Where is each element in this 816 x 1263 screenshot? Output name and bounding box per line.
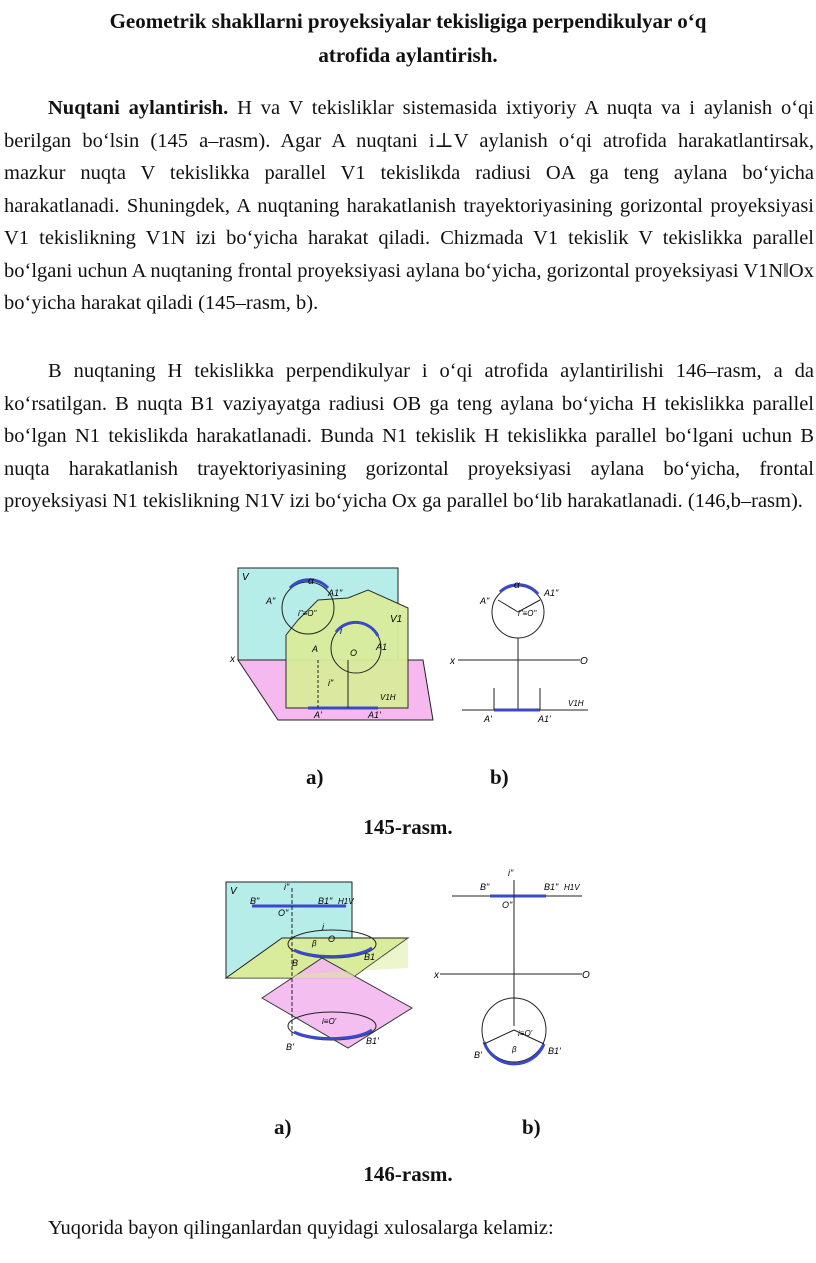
fig146a-label-B1: B1 <box>364 952 376 962</box>
fig145b-label-A3: A' <box>484 714 492 724</box>
fig145a-label-A13: A1' <box>368 710 381 720</box>
fig145a-label-V1: V1 <box>390 614 403 625</box>
fig146a-label-O: O <box>328 934 336 944</box>
figure-145a-diagram <box>228 560 448 725</box>
fig146a-label-i3O3: i≡O' <box>322 1017 337 1026</box>
fig146b-label-B13: B1' <box>548 1046 561 1056</box>
fig146-sub-a: a) <box>274 1115 292 1139</box>
fig146b-label-O2: O" <box>502 900 513 910</box>
fig145b-label-i2O2: i"≡O" <box>518 609 537 618</box>
fig145a-label-O: O <box>350 648 358 658</box>
fig146b-label-H1V: H1V <box>564 883 580 892</box>
fig146-sub-b: b) <box>522 1115 541 1139</box>
fig146a-label-B2: B" <box>250 896 260 906</box>
fig145b-label-A12: A1" <box>544 588 559 598</box>
fig145a-label-i2: i" <box>328 678 334 688</box>
fig146a-label-beta: β <box>312 939 317 948</box>
title-line-1: Geometrik shakllarni proyeksiyalar tekisligiga perpendikulyar o‘q <box>109 9 707 33</box>
fig145a-label-x: x <box>230 654 235 665</box>
fig146a-label-B3: B' <box>286 1042 294 1052</box>
fig145b-label-O: O <box>580 656 588 667</box>
fig145-caption: 145-rasm. <box>363 815 453 839</box>
fig145a-label-A12: A1" <box>328 588 343 598</box>
figure-145b-diagram <box>448 572 598 727</box>
fig145b-label-alpha: α <box>514 580 520 591</box>
fig145a-label-i2O2: i"≡O" <box>298 609 317 618</box>
fig146a-label-B: B <box>292 958 299 968</box>
fig146b-label-i2: i" <box>508 868 514 878</box>
figure-146b-diagram <box>432 866 600 1078</box>
fig145a-label-V: V <box>242 572 249 583</box>
fig145a-label-i: i <box>340 626 342 636</box>
fig146b-label-O: O <box>582 970 590 981</box>
fig146b-label-B3: B' <box>474 1050 482 1060</box>
paragraph-1-lead: Nuqtani aylantirish. <box>48 97 229 119</box>
title-line-2: atrofida aylantirish. <box>318 43 498 67</box>
fig145b-label-V1H: V1H <box>568 699 584 708</box>
fig146b-label-i3O3: i≡O' <box>518 1029 533 1038</box>
fig146a-label-B12: B1" <box>318 896 333 906</box>
fig145a-label-A2: A" <box>266 596 276 606</box>
fig146a-label-H1V: H1V <box>338 897 354 906</box>
fig146b-label-B12: B1" <box>544 882 559 892</box>
page-title <box>0 4 816 72</box>
paragraph-2: B nuqtaning H tekislikka perpendikulyar i o‘qi atrofida aylantirilishi 146–rasm, a da ko‘rsatilgan. B nuqta B1 vaziyayatga radiusi OB ga teng aylana bo‘yicha H tekislikka parallel bo‘lgan N1 tekislikda harakatlanadi. Bunda N1 tekislik H tekislikka parallel bo‘lgani uchun B nuqta harakatlanish trayektoriyasining gorizontal proyeksiyasi aylana bo‘yicha, frontal proyeksiyasi N1 tekislikning N1V izi bo‘yicha Ox ga parallel bo‘lib harakatlanadi. (146,b–rasm). <box>4 360 814 512</box>
fig145b-label-A2: A" <box>480 596 490 606</box>
paragraph-1-text: H va V tekisliklar sistemasida ixtiyoriy A nuqta va i aylanish o‘qi berilgan bo‘lsin (145 a–rasm). Agar A nuqtani i⊥V aylanish o‘qi atrofida harakatlantirsak, mazkur nuqta V tekislikka parallel V1 tekislikda radiusi OA ga teng aylana bo‘yicha harakatlanadi. Shuningdek, A nuqtaning harakatlanish trayektoriyasining gorizontal proyeksiyasi V1 tekislikning V1N izi bo‘yicha harakat qiladi. Chizmada V1 tekislik V tekislikka parallel bo‘lgani uchun A nuqtaning frontal proyeksiyasi aylana bo‘yicha, gorizontal proyeksiyasi V1N‖Ox bo‘yicha harakat qiladi (145–rasm, b). <box>4 97 814 314</box>
fig146b-label-B2: B" <box>480 882 490 892</box>
fig146a-label-i2: i" <box>284 882 290 892</box>
fig145a-label-alpha: α <box>308 576 314 587</box>
fig146a-label-B13: B1' <box>366 1036 379 1046</box>
fig145-sub-b: b) <box>490 765 509 789</box>
fig146b-label-beta: β <box>512 1045 517 1054</box>
fig145a-label-A1: A1 <box>376 642 388 652</box>
fig146-caption: 146-rasm. <box>363 1162 453 1186</box>
fig145b-label-x: x <box>450 656 455 667</box>
paragraph-1 <box>4 92 814 320</box>
fig146a-label-O2: O" <box>278 908 289 918</box>
fig146b-label-x: x <box>434 970 439 981</box>
figure-146a-diagram <box>222 878 422 1058</box>
fig145b-label-A13: A1' <box>538 714 551 724</box>
fig145-sub-a: a) <box>306 765 324 789</box>
fig146a-label-i: i <box>322 922 324 932</box>
fig145a-label-A: A <box>312 644 319 654</box>
fig146a-label-V: V <box>230 886 237 897</box>
closing-sentence: Yuqorida bayon qilinganlardan quyidagi xulosalarga kelamiz: <box>48 1217 554 1239</box>
fig145a-label-V1H: V1H <box>380 693 396 702</box>
fig145a-label-A3: A' <box>314 710 322 720</box>
